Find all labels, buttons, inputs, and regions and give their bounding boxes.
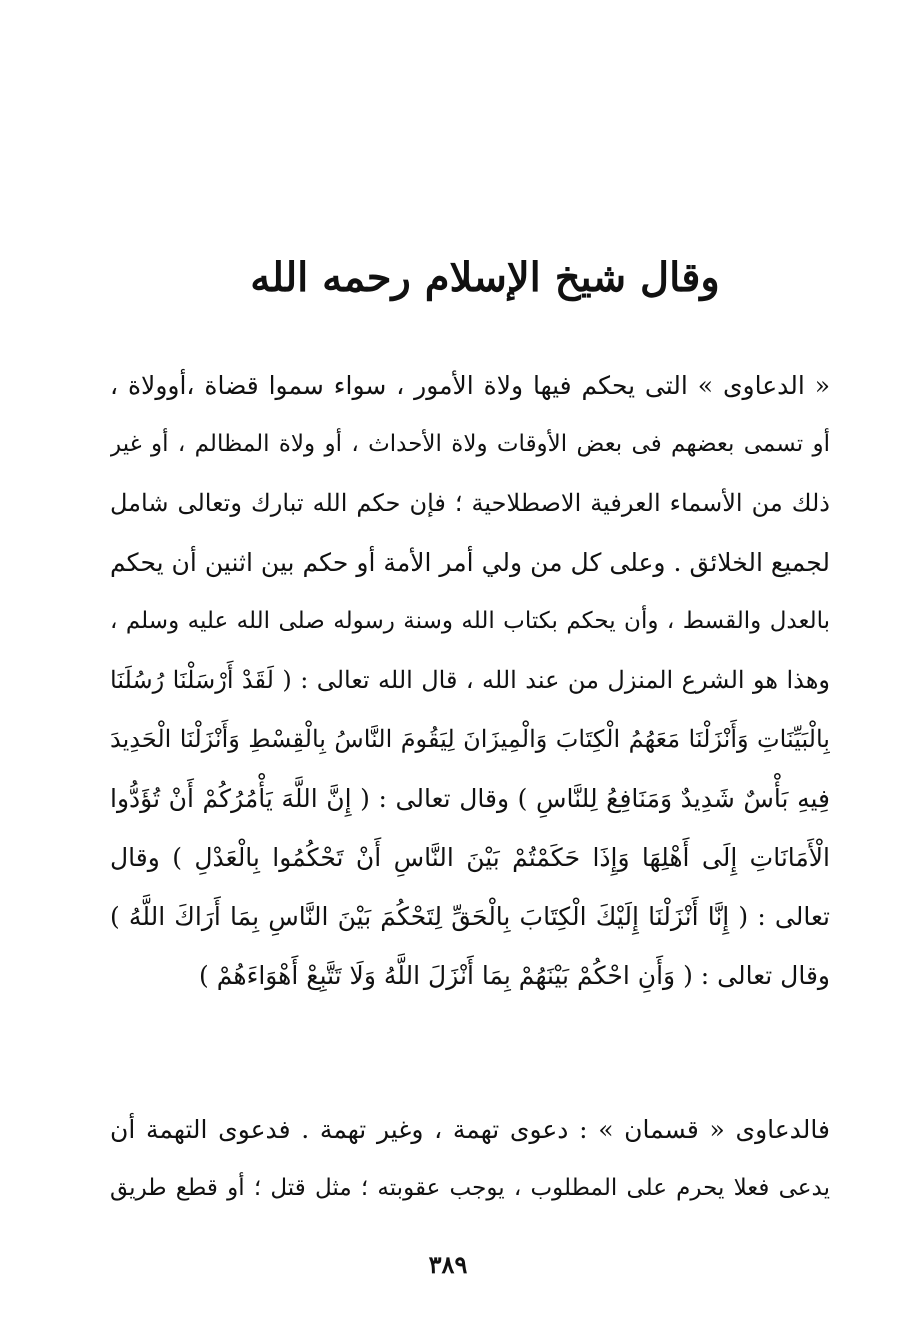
text-line: أو تسمى بعضهم فى بعض الأوقات ولاة الأحداث ، أو ولاة المظالم ، أو غير bbox=[110, 431, 830, 457]
section-title: وقال شيخ الإسلام رحمه الله bbox=[250, 254, 720, 301]
quran-verse-line: تعالى : ( إِنَّا أَنْزَلْنَا إِلَيْكَ الْكِتَابَ بِالْحَقِّ لِتَحْكُمَ بَيْنَ النَّاسِ بِمَا أَرَاكَ اللَّهُ ) bbox=[110, 902, 830, 931]
text-line: لجميع الخلائق . وعلى كل من ولي أمر الأمة أو حكم بين اثنين أن يحكم bbox=[110, 548, 830, 577]
quran-verse-line: الْأَمَانَاتِ إِلَى أَهْلِهَا وَإِذَا حَكَمْتُمْ بَيْنَ النَّاسِ أَنْ تَحْكُمُوا بِالْعَدْلِ ) وقال bbox=[110, 843, 830, 872]
paragraph-1 bbox=[110, 356, 830, 1005]
paragraph-2 bbox=[110, 1100, 830, 1218]
text-line: فالدعاوى « قسمان » : دعوى تهمة ، وغير تهمة . فدعوى التهمة أن bbox=[110, 1115, 830, 1144]
quran-verse-line: فِيهِ بَأْسٌ شَدِيدٌ وَمَنَافِعُ لِلنَّاسِ ) وقال تعالى : ( إِنَّ اللَّهَ يَأْمُرُكُمْ أَنْ تُؤَدُّوا bbox=[110, 784, 830, 813]
text-line: « الدعاوى » التى يحكم فيها ولاة الأمور ، سواء سموا قضاة ،أوولاة ، bbox=[110, 371, 830, 400]
text-line: بالعدل والقسط ، وأن يحكم بكتاب الله وسنة رسوله صلى الله عليه وسلم ، bbox=[110, 608, 830, 634]
text-line: وهذا هو الشرع المنزل من عند الله ، قال الله تعالى : ( لَقَدْ أَرْسَلْنَا رُسُلَنَا bbox=[110, 666, 830, 694]
text-line: ذلك من الأسماء العرفية الاصطلاحية ؛ فإن حكم الله تبارك وتعالى شامل bbox=[110, 489, 830, 517]
text-line: يدعى فعلا يحرم على المطلوب ، يوجب عقوبته ؛ مثل قتل ؛ أو قطع طريق bbox=[110, 1175, 830, 1201]
page-number: ٣٨٩ bbox=[428, 1250, 468, 1279]
quran-verse-line: بِالْبَيِّنَاتِ وَأَنْزَلْنَا مَعَهُمُ الْكِتَابَ وَالْمِيزَانَ لِيَقُومَ النَّاسُ بِالْقِسْطِ وَأَنْزَلْنَا الْحَدِيدَ bbox=[110, 725, 830, 753]
quran-verse-line: وقال تعالى : ( وَأَنِ احْكُمْ بَيْنَهُمْ بِمَا أَنْزَلَ اللَّهُ وَلَا تَتَّبِعْ أَهْوَاءَهُمْ ) bbox=[199, 961, 830, 990]
